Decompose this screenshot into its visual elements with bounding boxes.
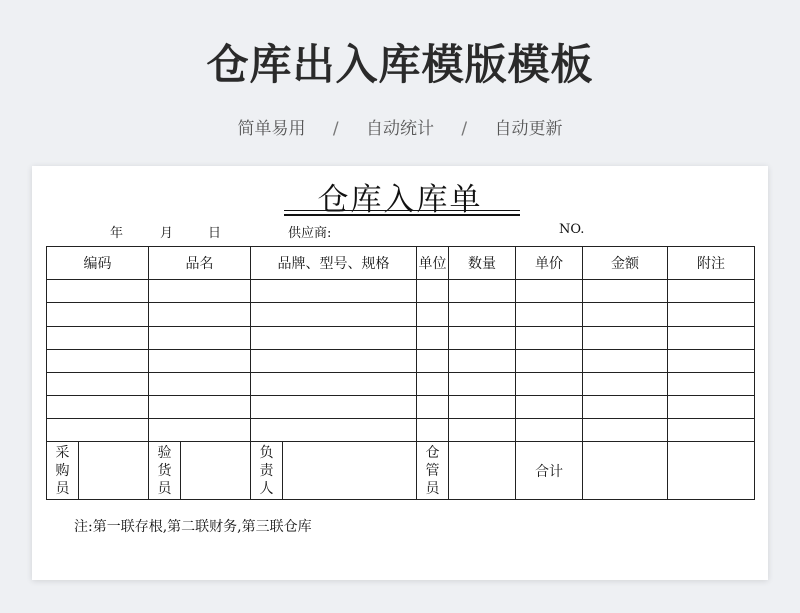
purchaser-signature-cell[interactable] bbox=[79, 442, 149, 500]
signature-row bbox=[47, 442, 755, 500]
responsible-label: 负 责 人 bbox=[251, 442, 283, 500]
table-row bbox=[47, 280, 755, 303]
cell-price[interactable] bbox=[516, 303, 583, 326]
cell-price[interactable] bbox=[516, 349, 583, 372]
cell-qty[interactable] bbox=[449, 419, 516, 442]
purchaser-label: 采 购 员 bbox=[47, 442, 79, 500]
cell-code[interactable] bbox=[47, 372, 149, 395]
receipt-table bbox=[46, 246, 755, 500]
feature-separator: / bbox=[332, 119, 339, 139]
feature-easy: 简单易用 bbox=[237, 119, 306, 139]
cell-unit[interactable] bbox=[417, 419, 449, 442]
table-row bbox=[47, 419, 755, 442]
cell-spec[interactable] bbox=[251, 419, 417, 442]
cell-remark[interactable] bbox=[668, 372, 755, 395]
header-remark: 附注 bbox=[668, 247, 755, 280]
header-price: 单价 bbox=[516, 247, 583, 280]
total-remark-cell[interactable] bbox=[668, 442, 755, 500]
header-name: 品名 bbox=[149, 247, 251, 280]
table-header-row bbox=[47, 247, 755, 280]
cell-qty[interactable] bbox=[449, 326, 516, 349]
title-underline-thin bbox=[284, 210, 520, 211]
cell-qty[interactable] bbox=[449, 349, 516, 372]
cell-name[interactable] bbox=[149, 280, 251, 303]
cell-unit[interactable] bbox=[417, 396, 449, 419]
header-qty: 数量 bbox=[449, 247, 516, 280]
table-row bbox=[47, 303, 755, 326]
cell-amount[interactable] bbox=[583, 396, 668, 419]
page-title: 仓库出入库模版模板 bbox=[206, 40, 594, 89]
cell-spec[interactable] bbox=[251, 280, 417, 303]
header-code: 编码 bbox=[47, 247, 149, 280]
header-spec: 品牌、型号、规格 bbox=[251, 247, 417, 280]
cell-name[interactable] bbox=[149, 349, 251, 372]
form-title: 仓库入库单 bbox=[317, 182, 483, 218]
supplier-label: 供应商: bbox=[288, 226, 332, 241]
cell-amount[interactable] bbox=[583, 349, 668, 372]
cell-name[interactable] bbox=[149, 419, 251, 442]
day-label: 日 bbox=[208, 226, 222, 241]
cell-name[interactable] bbox=[149, 303, 251, 326]
warehouse-keeper-signature-cell[interactable] bbox=[449, 442, 516, 500]
cell-code[interactable] bbox=[47, 419, 149, 442]
inspector-signature-cell[interactable] bbox=[181, 442, 251, 500]
cell-spec[interactable] bbox=[251, 372, 417, 395]
cell-spec[interactable] bbox=[251, 303, 417, 326]
header-amount: 金额 bbox=[583, 247, 668, 280]
cell-remark[interactable] bbox=[668, 419, 755, 442]
cell-amount[interactable] bbox=[583, 280, 668, 303]
cell-code[interactable] bbox=[47, 396, 149, 419]
table-row bbox=[47, 349, 755, 372]
cell-price[interactable] bbox=[516, 326, 583, 349]
cell-qty[interactable] bbox=[449, 396, 516, 419]
receipt-sheet bbox=[32, 166, 768, 580]
cell-remark[interactable] bbox=[668, 349, 755, 372]
cell-qty[interactable] bbox=[449, 372, 516, 395]
cell-price[interactable] bbox=[516, 372, 583, 395]
cell-unit[interactable] bbox=[417, 303, 449, 326]
cell-name[interactable] bbox=[149, 326, 251, 349]
cell-amount[interactable] bbox=[583, 326, 668, 349]
cell-unit[interactable] bbox=[417, 372, 449, 395]
cell-qty[interactable] bbox=[449, 280, 516, 303]
year-label: 年 bbox=[110, 226, 124, 241]
feature-auto-update: 自动更新 bbox=[494, 119, 563, 139]
cell-unit[interactable] bbox=[417, 280, 449, 303]
cell-amount[interactable] bbox=[583, 303, 668, 326]
feature-auto-stats: 自动统计 bbox=[366, 119, 434, 139]
cell-remark[interactable] bbox=[668, 396, 755, 419]
title-underline-thick bbox=[284, 214, 520, 216]
cell-code[interactable] bbox=[47, 303, 149, 326]
total-amount-cell[interactable] bbox=[583, 442, 668, 500]
cell-code[interactable] bbox=[47, 326, 149, 349]
header-unit: 单位 bbox=[417, 247, 449, 280]
table-row bbox=[47, 326, 755, 349]
cell-price[interactable] bbox=[516, 396, 583, 419]
total-label: 合计 bbox=[516, 442, 583, 500]
distribution-note: 注:第一联存根,第二联财务,第三联仓库 bbox=[74, 519, 312, 535]
cell-price[interactable] bbox=[516, 419, 583, 442]
cell-code[interactable] bbox=[47, 280, 149, 303]
table-row bbox=[47, 372, 755, 395]
cell-price[interactable] bbox=[516, 280, 583, 303]
cell-remark[interactable] bbox=[668, 326, 755, 349]
cell-remark[interactable] bbox=[668, 280, 755, 303]
inspector-label: 验 货 员 bbox=[149, 442, 181, 500]
cell-spec[interactable] bbox=[251, 396, 417, 419]
responsible-signature-cell[interactable] bbox=[283, 442, 417, 500]
number-label: NO. bbox=[559, 222, 585, 237]
month-label: 月 bbox=[160, 226, 174, 241]
cell-unit[interactable] bbox=[417, 349, 449, 372]
cell-amount[interactable] bbox=[583, 419, 668, 442]
feature-separator: / bbox=[461, 119, 468, 139]
cell-spec[interactable] bbox=[251, 349, 417, 372]
cell-qty[interactable] bbox=[449, 303, 516, 326]
table-row bbox=[47, 396, 755, 419]
cell-remark[interactable] bbox=[668, 303, 755, 326]
cell-spec[interactable] bbox=[251, 326, 417, 349]
cell-unit[interactable] bbox=[417, 326, 449, 349]
cell-name[interactable] bbox=[149, 396, 251, 419]
cell-code[interactable] bbox=[47, 349, 149, 372]
feature-subtitle bbox=[0, 114, 800, 139]
cell-name[interactable] bbox=[149, 372, 251, 395]
warehouse-keeper-label: 仓 管 员 bbox=[417, 442, 449, 500]
cell-amount[interactable] bbox=[583, 372, 668, 395]
